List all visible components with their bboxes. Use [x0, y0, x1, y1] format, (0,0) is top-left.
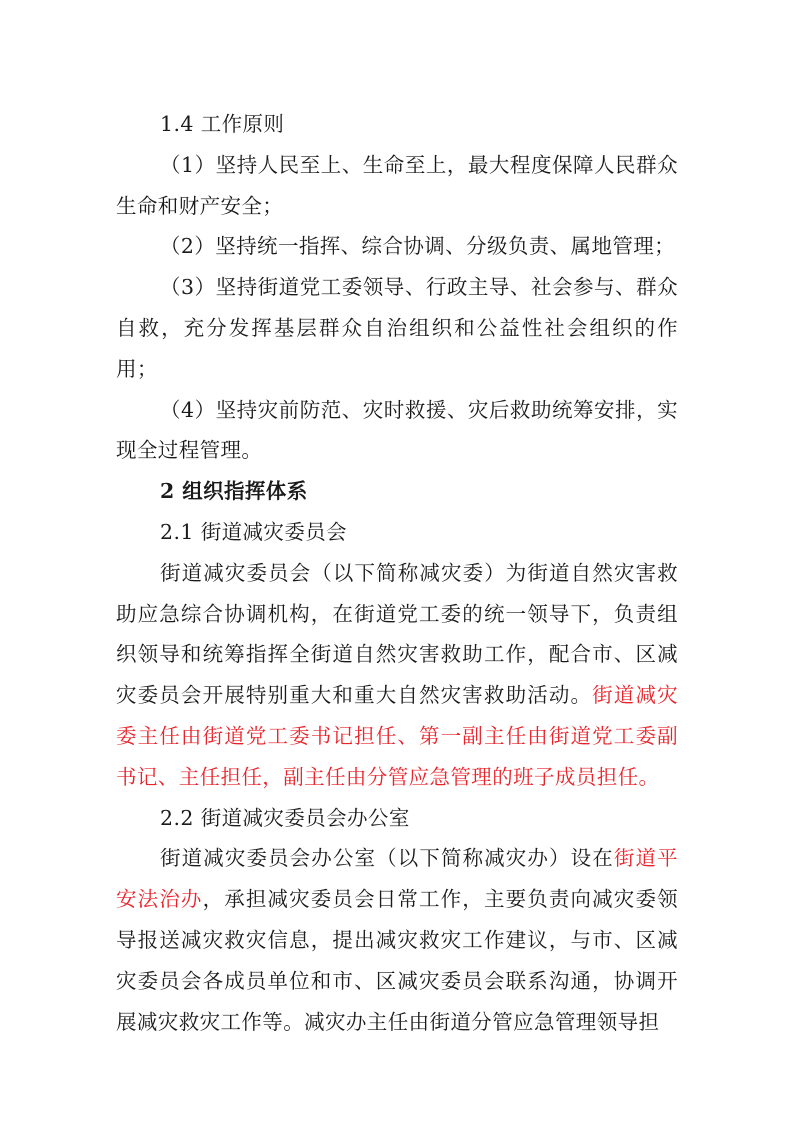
principle-1: （1）坚持人民至上、生命至上，最大程度保障人民群众生命和财产安全； — [116, 152, 678, 218]
paragraph-2-2-highlight: 街道平安法治办 — [116, 846, 679, 912]
heading-2-2: 2.2 街道减灾委员会办公室 — [160, 805, 410, 830]
principle-3: （3）坚持街道党工委领导、行政主导、社会参与、群众自救，充分发挥基层群众自治组织和公益性社会组织的作用； — [116, 275, 678, 381]
paragraph-2-1-text: 街道减灾委员会（以下简称减灾委）为街道自然灾害救助应急综合协调机构，在街道党工委的统一领导下，负责组织领导和统筹指挥全街道自然灾害救助工作，配合市、区减灾委员会开展特别重大和重大自然灾害救助活动。 — [116, 560, 678, 708]
paragraph-2-2-text-b: ，承担减灾委员会日常工作，主要负责向减灾委领导报送减灾救灾信息，提出减灾救灾工作建议，与市、区减灾委员会各成员单位和市、区减灾委员会联系沟通，协调开展减灾救灾工作等。减灾办主任由街道分管应急管理领导担 — [116, 887, 678, 1034]
paragraph-2-1-highlight: 街道减灾委主任由街道党工委书记担任、第一副主任由街道党工委副书记、主任担任，副主任由分管应急管理的班子成员担任。 — [116, 683, 678, 789]
heading-2-1: 2.1 街道减灾委员会 — [160, 519, 348, 544]
principle-4: （4）坚持灾前防范、灾时救援、灾后救助统筹安排，实现全过程管理。 — [116, 397, 678, 463]
document-page — [116, 104, 678, 1042]
heading-2: 2 组织指挥体系 — [160, 479, 308, 504]
heading-1-4: 1.4 工作原则 — [160, 112, 285, 136]
paragraph-2-2-text-a: 街道减灾委员会办公室（以下简称减灾办）设在 — [160, 846, 614, 871]
principle-2: （2）坚持统一指挥、综合协调、分级负责、属地管理； — [160, 234, 676, 259]
paragraph-2-1 — [116, 553, 678, 798]
paragraph-2-2 — [116, 838, 678, 1042]
